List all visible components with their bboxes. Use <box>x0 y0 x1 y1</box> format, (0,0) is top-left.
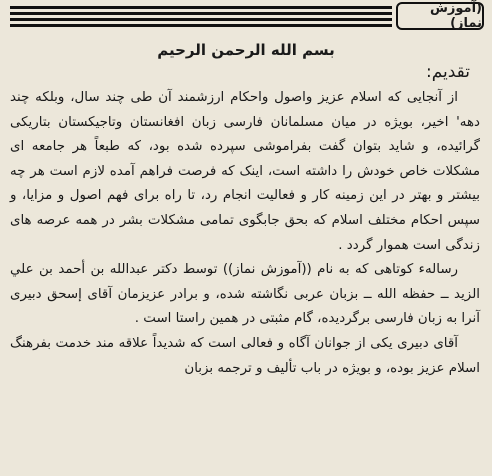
paragraph: رسالهء کوتاهی که به نام ((آموزش نماز)) توسط دکتر عبدالله بن أحمد بن علي الزيد ــ حفظه الله ــ بزبان عربی نگاشته شده، و برادر عزیزمان آقای إسحق دبیری آنرا به زبان فارسی برگردیده، گام مثبتی در همین راستا است . <box>10 262 480 327</box>
header-rule <box>10 24 392 27</box>
header-rule <box>10 12 392 15</box>
paragraph: از آنجایی که اسلام عزیز واصول واحکام ارزشمند آن طی چند سال، وبلکه چند دهه' اخیر، بویژه در میان مسلمانان فارسی زبان افغانستان وتاجیکستان بتاریکی گرائیده، و شاید بتوان گفت بفراموشی سپرده شده بود، که طبعاً هر جامعه ای مشکلات خاص خودش را داشته است، اینک که فرصت فراهم آمده لازم است هر چه بیشتر و بهتر در این زمینه کار و فعالیت انجام رد، تا راه برای فهم اصول و مزایا، و سپس احکام مختلف اسلام که بحق جابگوی تمامی مشکلات بشر در همه عرصه های زندگی است هموار گردد . <box>10 90 480 253</box>
body-text <box>10 86 480 381</box>
header-rule <box>10 18 392 21</box>
basmala: بسم الله الرحمن الرحیم <box>157 41 335 59</box>
section-heading: تقدیم: <box>425 62 470 82</box>
page-header <box>0 0 492 38</box>
section-tag: (آموزش نماز) <box>396 2 484 30</box>
header-rule <box>10 6 392 9</box>
paragraph: آقای دبیری یکی از جوانان آگاه و فعالی است که شدیداً علاقه مند خدمت بفرهنگ اسلام عزیز بوده، و بویژه در باب تألیف و ترجمه بزبان <box>10 335 480 376</box>
